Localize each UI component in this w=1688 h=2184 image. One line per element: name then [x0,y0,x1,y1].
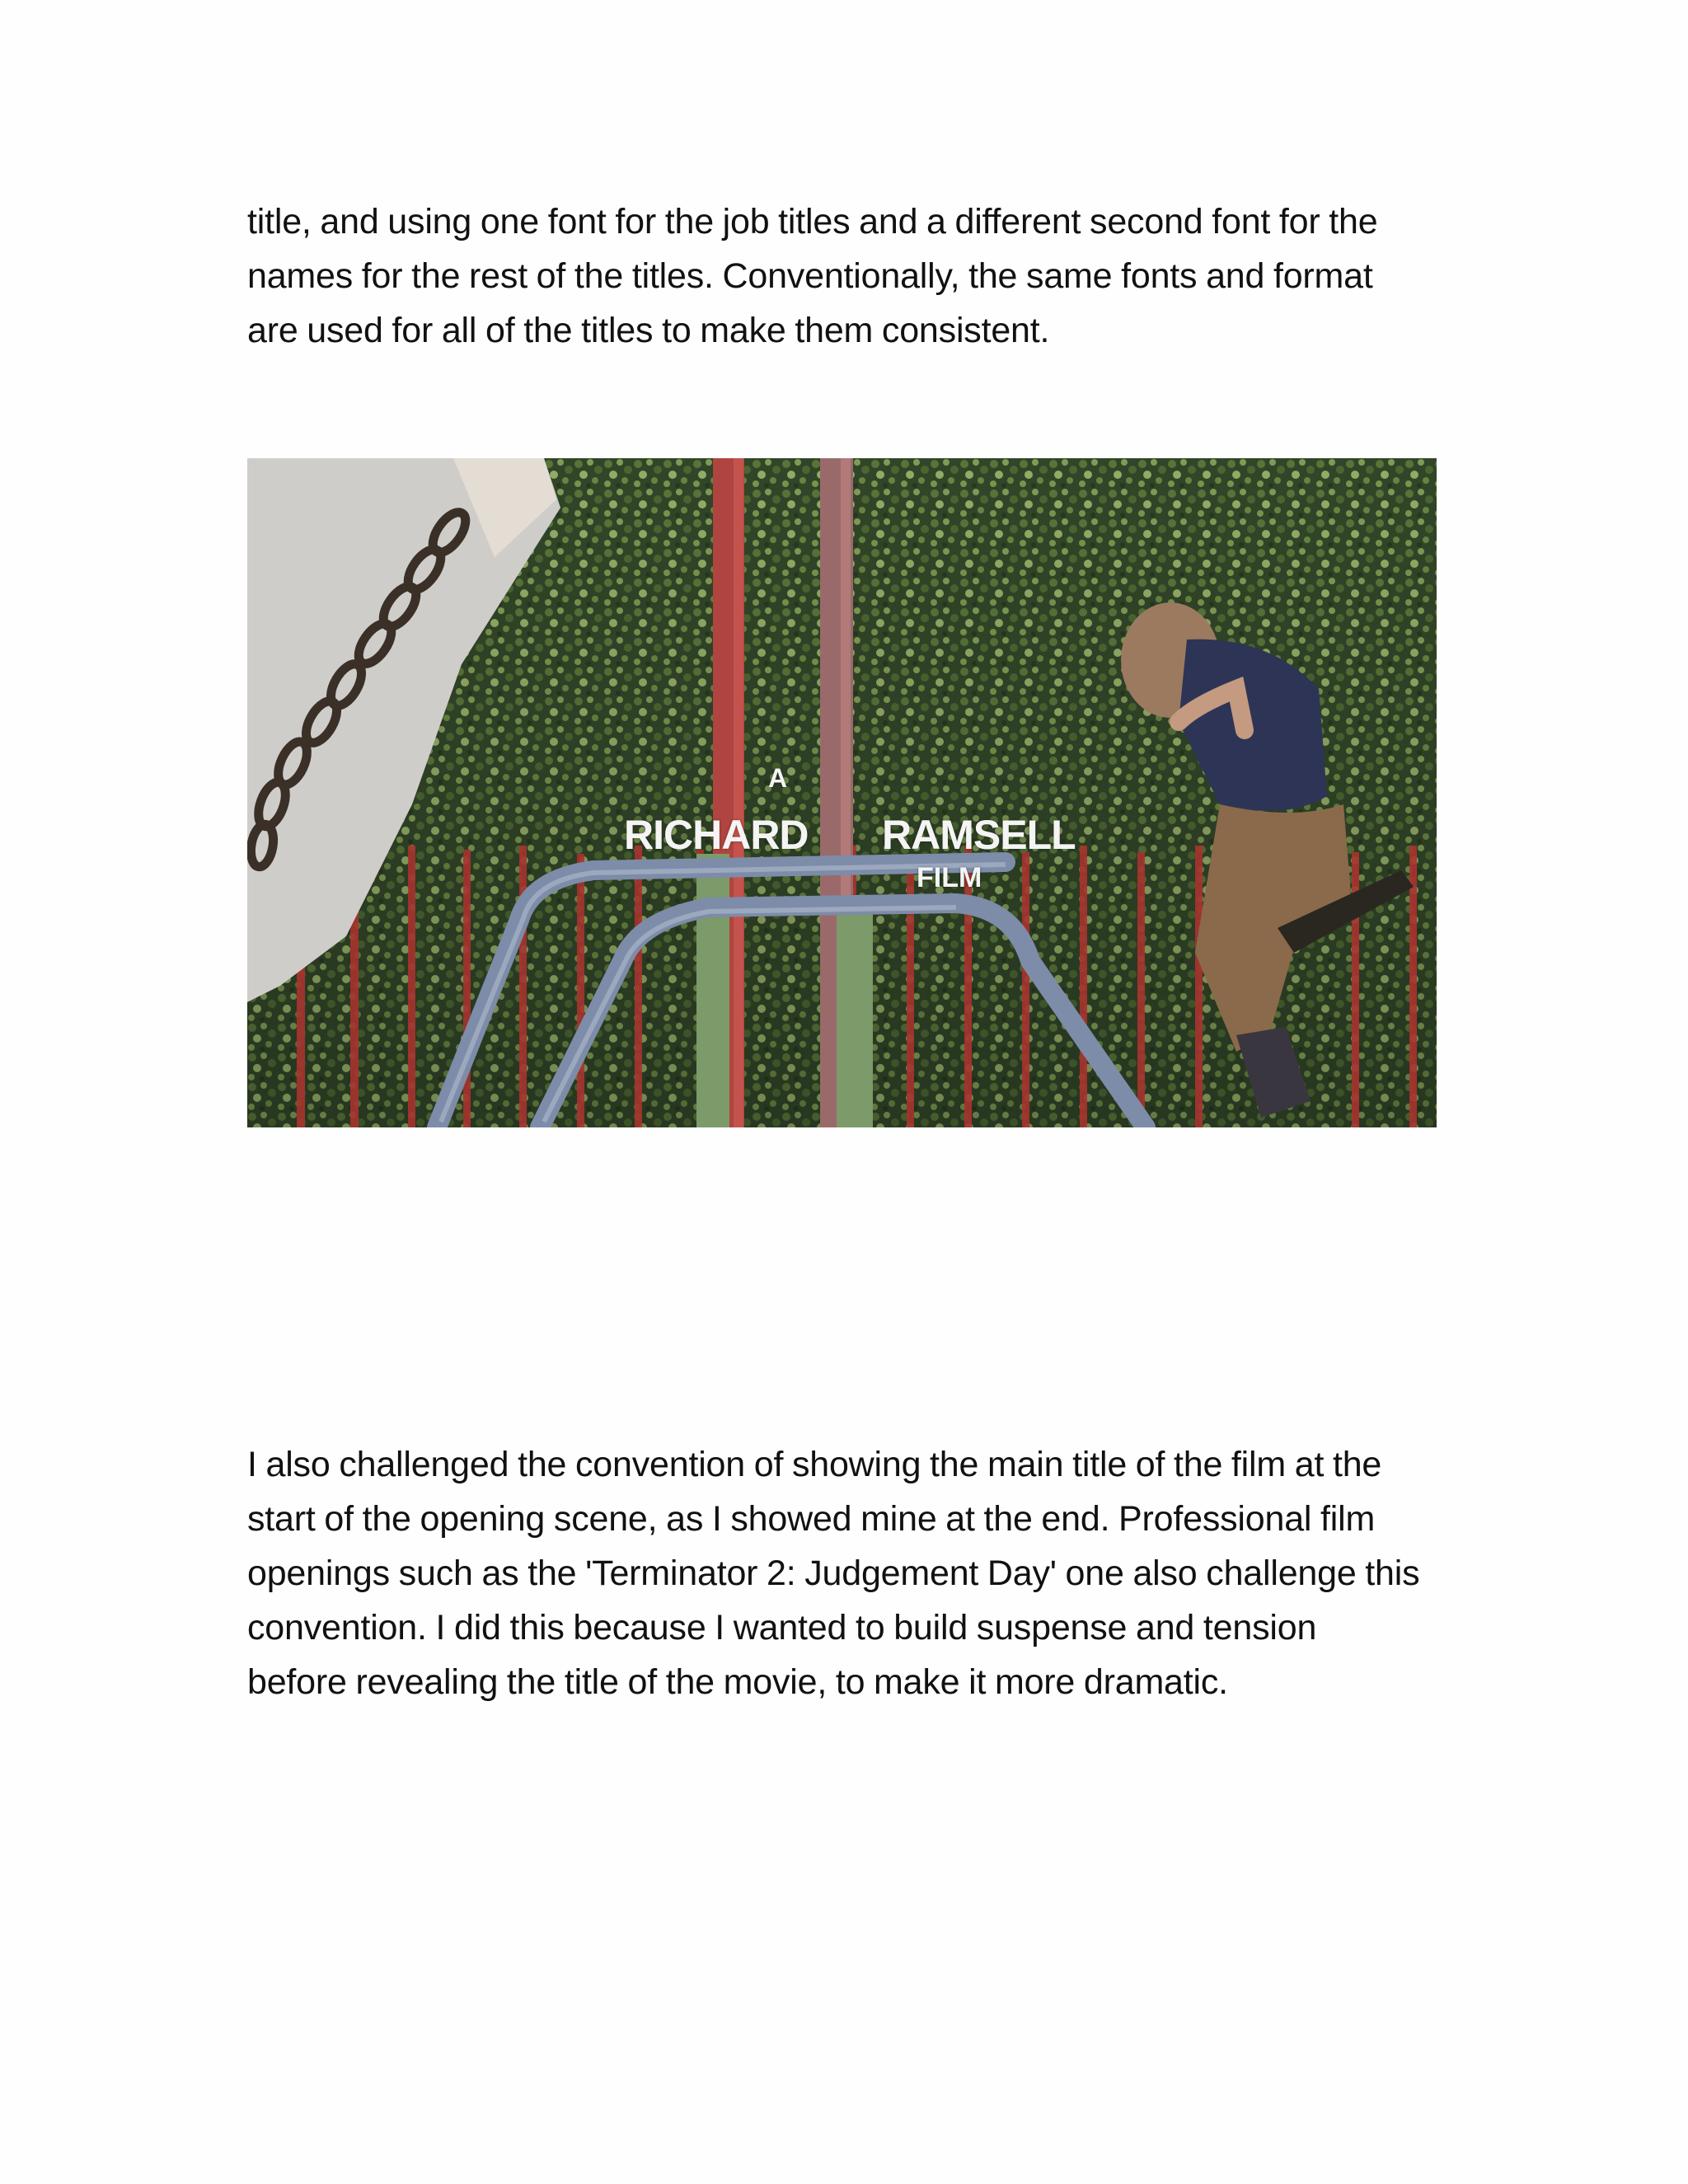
credit-last-name: RAMSELL [882,812,1076,858]
text-line: names for the rest of the titles. Conventionally, the same fonts and format [247,256,1373,296]
text-line: title, and using one font for the job titles and a different second font for the [247,202,1378,241]
text-line: convention. I did this because I wanted to build suspense and tension [247,1608,1317,1647]
paragraph-titles-fonts [247,194,1451,358]
film-credit-overlay [247,458,1437,1127]
paragraph-main-title-convention [247,1437,1451,1709]
credit-a: A [768,763,788,793]
text-line: openings such as the 'Terminator 2: Judgement Day' one also challenge this [247,1554,1420,1593]
film-still-image [247,458,1437,1127]
text-line: I also challenged the convention of showing the main title of the film at the [247,1445,1382,1484]
text-line: start of the opening scene, as I showed mine at the end. Professional film [247,1499,1376,1539]
text-line: before revealing the title of the movie, to make it more dramatic. [247,1662,1228,1702]
text-line: are used for all of the titles to make them consistent. [247,311,1050,350]
credit-film: FILM [917,862,982,893]
credit-first-name: RICHARD [624,812,809,858]
